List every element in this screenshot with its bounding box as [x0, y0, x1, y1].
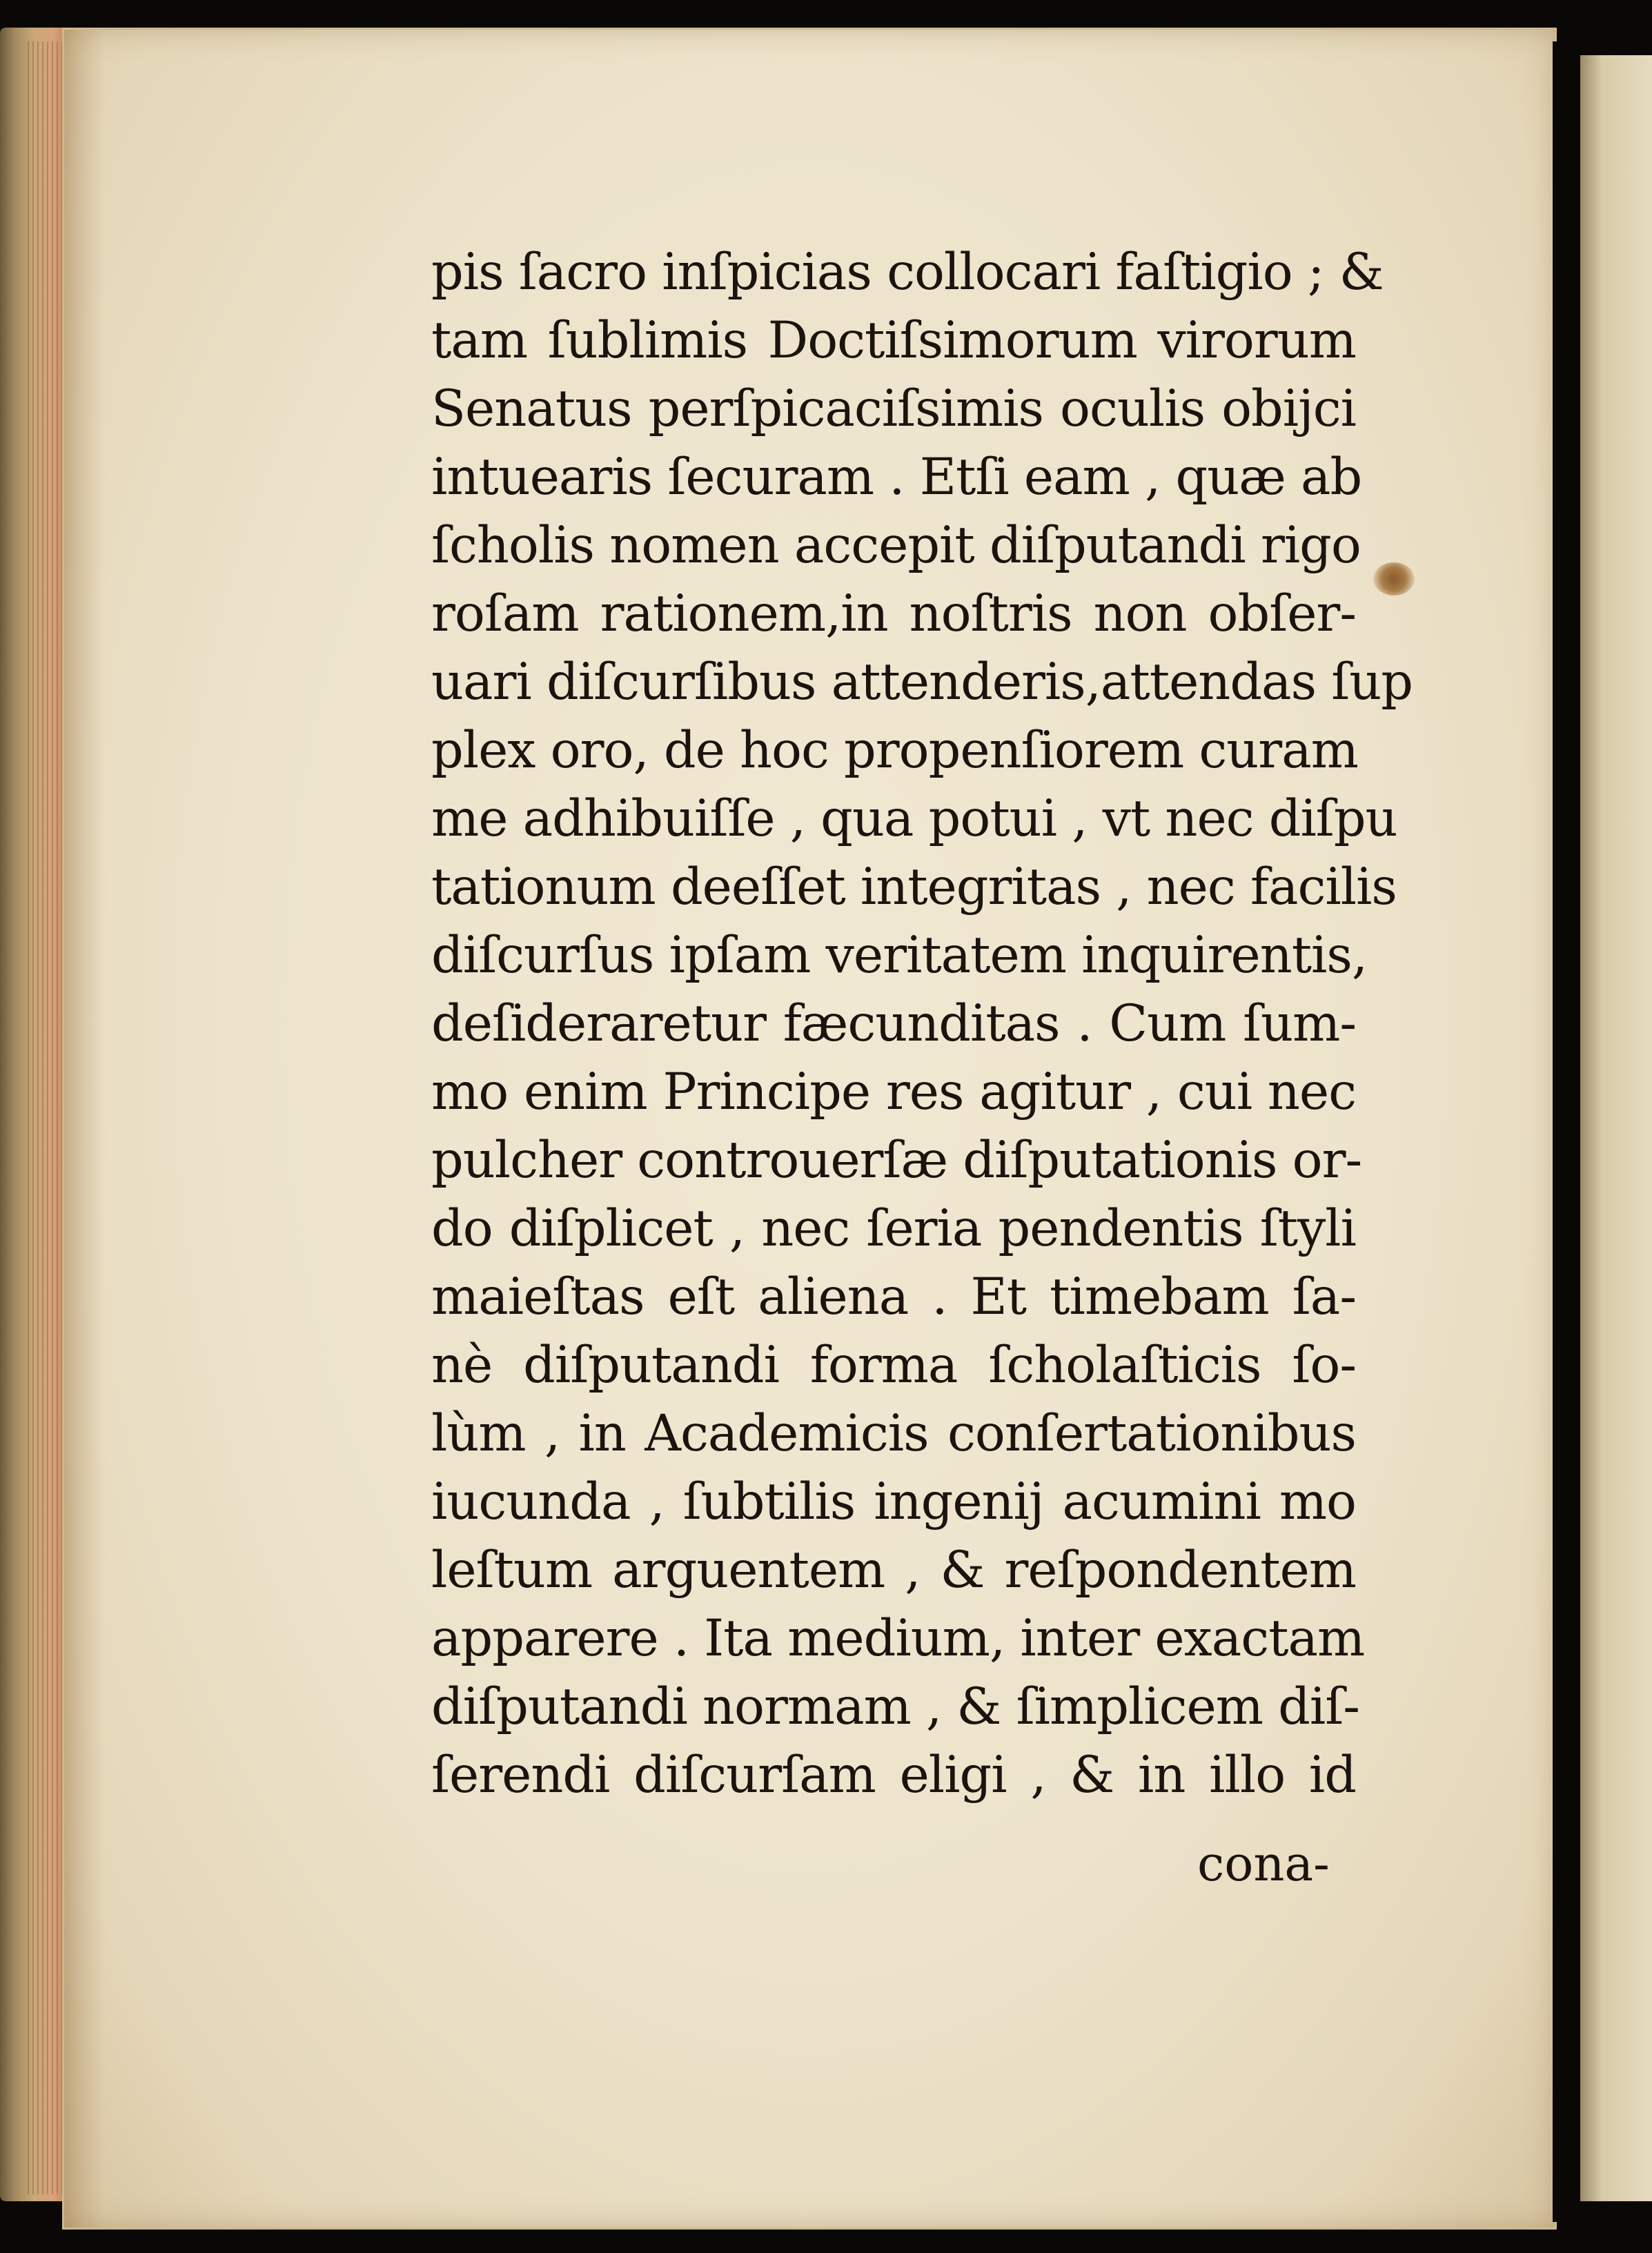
text-line: Senatus perſpicaciſsimis oculis obijci [431, 380, 1356, 438]
spine-gap [1553, 41, 1580, 2222]
text-line: nè diſputandi forma ſcholaſticis ſo- [431, 1336, 1356, 1395]
text-line: uari diſcurſibus attenderis,attendas ſup [431, 653, 1413, 711]
text-line: iucunda , ſubtilis ingenij acumini mo [431, 1473, 1356, 1531]
text-line: pis ſacro inſpicias collocari faſtigio ; & [431, 243, 1384, 302]
facing-page-edge [1580, 55, 1652, 2201]
text-line: ſcholis nomen accepit diſputandi rigo [431, 516, 1361, 575]
catchword: cona- [1197, 1836, 1330, 1892]
text-line: tam ſublimis Doctiſsimorum virorum [431, 311, 1356, 370]
foxing-stain [1373, 562, 1415, 596]
text-line: lùm , in Academicis conſertationibus [431, 1404, 1356, 1463]
text-line: ſerendi diſcurſam eligi , & in illo id [431, 1746, 1356, 1804]
page-text-block [431, 238, 1413, 1809]
text-line: do diſplicet , nec ſeria pendentis ſtyli [431, 1199, 1356, 1258]
text-line: diſputandi normam , & ſimplicem diſ- [431, 1678, 1359, 1736]
text-line: plex oro, de hoc propenſiorem curam [431, 721, 1358, 780]
text-line: diſcurſus ipſam veritatem inquirentis, [431, 926, 1368, 985]
text-line: mo enim Principe res agitur , cui nec [431, 1063, 1356, 1121]
gutter-shadow [64, 30, 106, 2227]
text-line: me adhibuiſſe , qua potui , vt nec diſpu [431, 789, 1397, 848]
text-line: tationum deeſſet integritas , nec facilis [431, 858, 1397, 916]
text-line: pulcher controuerſæ diſputationis or- [431, 1131, 1362, 1190]
text-line: apparere . Ita medium, inter exactam [431, 1609, 1365, 1668]
text-line: leſtum arguentem , & reſpondentem [431, 1541, 1356, 1600]
text-line: maieſtas eſt aliena . Et timebam ſa- [431, 1268, 1356, 1326]
text-line: roſam rationem,in noſtris non obſer- [431, 584, 1356, 643]
text-line: intuearis ſecuram . Etſi eam , quæ ab [431, 448, 1362, 506]
text-line: deſideraretur fæcunditas . Cum ſum- [431, 994, 1356, 1053]
